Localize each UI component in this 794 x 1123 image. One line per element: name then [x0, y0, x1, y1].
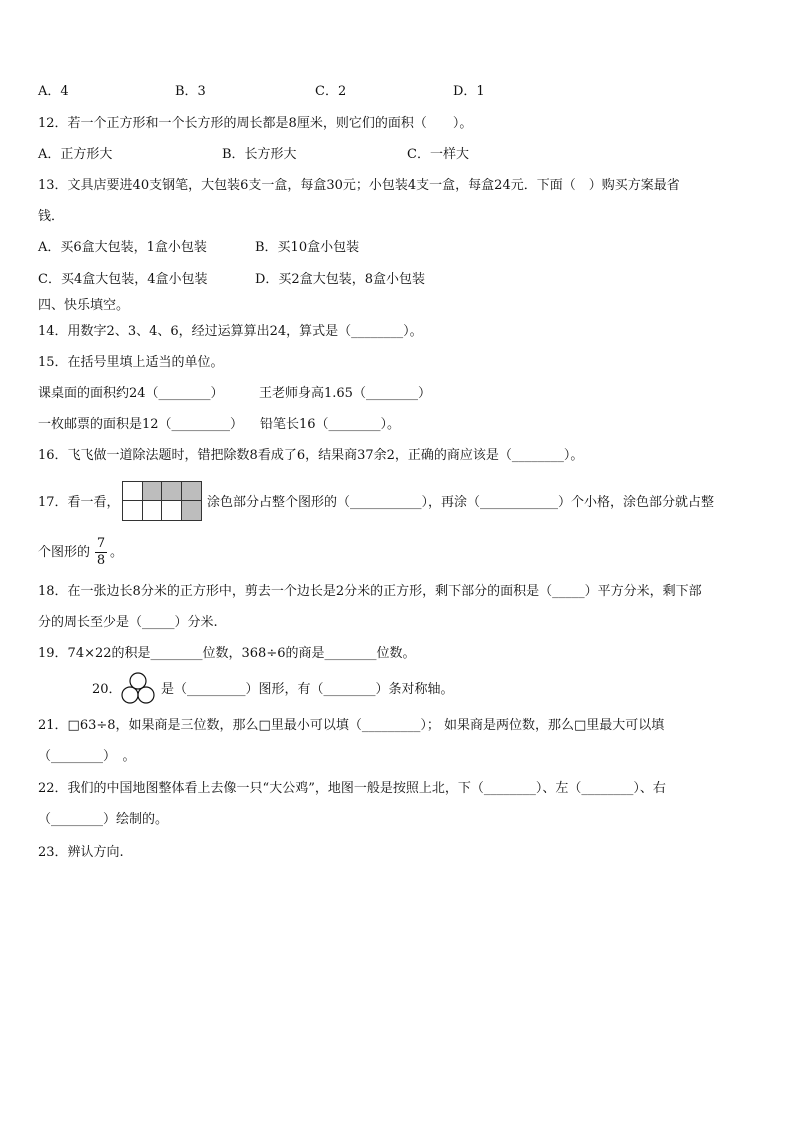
circle-bottom-left — [122, 687, 138, 703]
fraction-denominator: 8 — [96, 553, 106, 568]
q13-option-a: A．买6盒大包装，1盒小包装 — [38, 240, 207, 255]
q14-text: 14．用数字2、3、4、6，经过运算算出24，算式是（________）。 — [38, 324, 423, 339]
q11-option-d: D．1 — [453, 84, 485, 99]
section4-title: 四、快乐填空。 — [38, 298, 130, 313]
q15-item-stamp-area: 一枚邮票的面积是12（_________） — [38, 417, 244, 432]
grid-cell-shaded — [182, 482, 202, 501]
q13-stem-line2: 钱． — [38, 209, 65, 224]
q17-after-grid: 涂色部分占整个图形的（___________），再涂（____________）个小格，涂色部分就占整 — [207, 495, 715, 510]
q17-line2-prefix: 个图形的 — [38, 545, 91, 560]
q22-line2: （________）绘制的。 — [38, 812, 169, 827]
shaded-grid-figure — [122, 481, 202, 521]
q11-option-a: A．4 — [38, 84, 69, 99]
grid-cell — [123, 501, 143, 520]
grid-cell-shaded — [143, 482, 163, 501]
q15-item-pencil-length: 铅笔长16（________）。 — [260, 417, 401, 432]
q18-line2: 分的周长至少是（_____）分米. — [38, 615, 218, 630]
q20-text: 是（_________）图形，有（________）条对称轴。 — [161, 682, 454, 697]
grid-cell-shaded — [182, 501, 202, 520]
q13-option-d: D．买2盒大包装，8盒小包装 — [255, 272, 425, 287]
q11-option-c: C．2 — [315, 84, 347, 99]
q12-option-a: A．正方形大 — [38, 147, 113, 162]
three-circles-figure — [120, 671, 156, 705]
q22-line1: 22．我们的中国地图整体看上去像一只“大公鸡”，地图一般是按照上北，下（________）、左（________）、右 — [38, 781, 666, 796]
q17-lead: 17．看一看， — [38, 495, 120, 510]
grid-cell — [143, 501, 163, 520]
q15-item-teacher-height: 王老师身高1.65（________） — [259, 386, 431, 401]
q21-line2: （________） 。 — [38, 749, 136, 764]
grid-cell — [162, 501, 182, 520]
q15-stem: 15．在括号里填上适当的单位。 — [38, 355, 224, 370]
q15-item-desk-area: 课桌面的面积约24（________） — [38, 386, 224, 401]
q12-option-b: B．长方形大 — [222, 147, 297, 162]
seven-eighths-fraction — [95, 537, 107, 568]
q11-option-b: B．3 — [175, 84, 206, 99]
q12-option-c: C．一样大 — [407, 147, 469, 162]
q18-line1: 18．在一张边长8分米的正方形中，剪去一个边长是2分米的正方形，剩下部分的面积是（_____）平方分米，剩下部 — [38, 584, 702, 599]
q13-stem-line1: 13．文具店要进40支钢笔，大包装6支一盒，每盒30元；小包装4支一盒，每盒24元．下面（ ）购买方案最省 — [38, 178, 680, 193]
circle-bottom-right — [138, 687, 154, 703]
grid-cell — [123, 482, 143, 501]
q12-stem: 12．若一个正方形和一个长方形的周长都是8厘米，则它们的面积（ ）。 — [38, 116, 473, 131]
q17-line2-suffix: 。 — [110, 545, 124, 560]
fraction-numerator: 7 — [96, 536, 106, 551]
q20-number: 20． — [92, 682, 122, 697]
circle-top — [130, 673, 146, 689]
q16-text: 16．飞飞做一道除法题时，错把除数8看成了6，结果商37余2，正确的商应该是（________）。 — [38, 448, 584, 463]
q13-option-b: B．买10盒小包装 — [255, 240, 360, 255]
q19-text: 19．74×22的积是________位数，368÷6的商是________位数。 — [38, 646, 416, 661]
q23-text: 23．辨认方向. — [38, 845, 124, 860]
q21-line1: 21．□63÷8，如果商是三位数，那么□里最小可以填（_________）； 如果商是两位数，那么□里最大可以填 — [38, 718, 665, 733]
q13-option-c: C．买4盒大包装，4盒小包装 — [38, 272, 208, 287]
grid-cell-shaded — [162, 482, 182, 501]
